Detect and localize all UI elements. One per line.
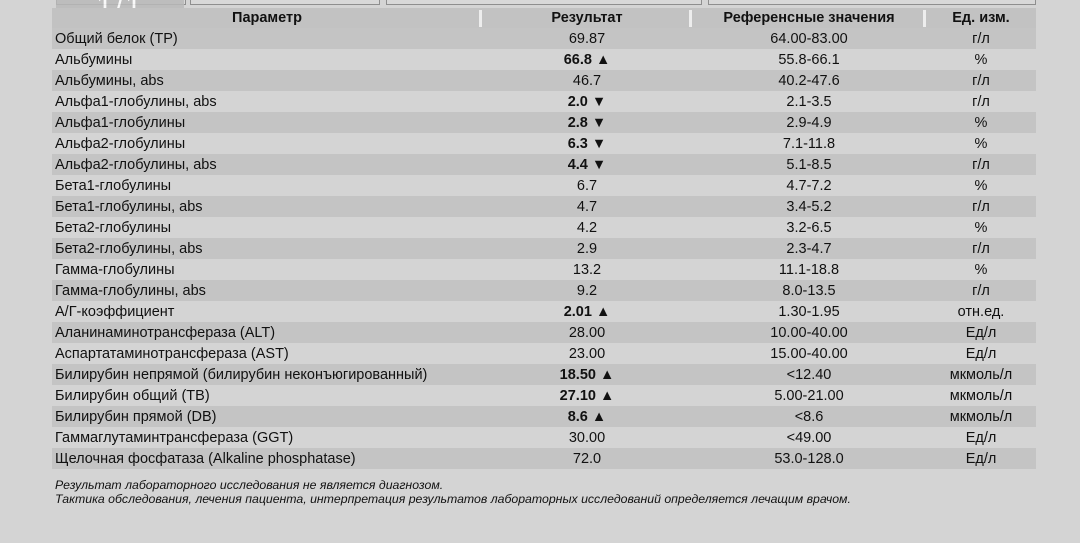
flag-high-icon: ▲ <box>591 408 607 425</box>
cell-reference: 10.00-40.00 <box>692 322 926 343</box>
cell-unit: % <box>926 175 1036 196</box>
cell-result <box>482 49 692 70</box>
cell-reference: 8.0-13.5 <box>692 280 926 301</box>
table-row <box>52 196 1036 217</box>
result-value: 6.7 <box>576 177 598 194</box>
cell-parameter: Альфа2-глобулины <box>52 133 482 154</box>
top-box-right <box>708 0 1036 5</box>
top-box-middle-right <box>386 0 702 5</box>
results-table-body <box>52 28 1036 469</box>
cell-unit: Ед/л <box>926 322 1036 343</box>
cell-result <box>482 280 692 301</box>
cell-unit: г/л <box>926 154 1036 175</box>
result-value: 18.50 <box>559 366 596 383</box>
result-value: 30.00 <box>568 429 606 446</box>
cell-parameter: Бета2-глобулины <box>52 217 482 238</box>
header-unit: Ед. изм. <box>926 8 1036 28</box>
result-value: 9.2 <box>576 282 598 299</box>
cell-parameter: Билирубин общий (TB) <box>52 385 482 406</box>
cell-result <box>482 70 692 91</box>
cell-unit: Ед/л <box>926 448 1036 469</box>
table-row <box>52 154 1036 175</box>
result-value: 66.8 <box>563 51 592 68</box>
table-row <box>52 217 1036 238</box>
cell-reference: <12.40 <box>692 364 926 385</box>
cell-parameter: Бета2-глобулины, abs <box>52 238 482 259</box>
cell-reference: 40.2-47.6 <box>692 70 926 91</box>
cell-parameter: А/Г-коэффициент <box>52 301 482 322</box>
cell-result <box>482 238 692 259</box>
cell-reference: 53.0-128.0 <box>692 448 926 469</box>
cell-result <box>482 343 692 364</box>
table-row <box>52 259 1036 280</box>
table-row <box>52 49 1036 70</box>
disclaimer-line-1: Результат лабораторного исследования не является диагнозом. <box>55 478 444 492</box>
cell-reference: 11.1-18.8 <box>692 259 926 280</box>
table-row <box>52 238 1036 259</box>
table-row <box>52 364 1036 385</box>
cell-parameter: Билирубин прямой (DB) <box>52 406 482 427</box>
cell-reference: 3.4-5.2 <box>692 196 926 217</box>
cell-unit: мкмоль/л <box>926 406 1036 427</box>
cell-reference: <8.6 <box>692 406 926 427</box>
cell-parameter: Щелочная фосфатаза (Alkaline phosphatase) <box>52 448 482 469</box>
cell-result <box>482 259 692 280</box>
disclaimer-notes <box>55 478 851 506</box>
results-table <box>52 8 1036 469</box>
cell-result <box>482 427 692 448</box>
result-value: 72.0 <box>572 450 602 467</box>
cell-result <box>482 112 692 133</box>
table-row <box>52 70 1036 91</box>
cell-unit: % <box>926 259 1036 280</box>
cell-parameter: Общий белок (TP) <box>52 28 482 49</box>
cell-result <box>482 385 692 406</box>
cell-reference: <49.00 <box>692 427 926 448</box>
result-value: 2.0 <box>567 93 588 110</box>
cell-parameter: Гамма-глобулины <box>52 259 482 280</box>
cell-reference: 64.00-83.00 <box>692 28 926 49</box>
result-value: 69.87 <box>568 30 606 47</box>
table-row <box>52 448 1036 469</box>
header-result: Результат <box>482 8 692 28</box>
cell-unit: % <box>926 217 1036 238</box>
cell-result <box>482 133 692 154</box>
cell-unit: % <box>926 133 1036 154</box>
cell-unit: мкмоль/л <box>926 364 1036 385</box>
cell-unit: г/л <box>926 196 1036 217</box>
cell-result <box>482 322 692 343</box>
cell-result <box>482 28 692 49</box>
cell-result <box>482 154 692 175</box>
header-reference: Референсные значения <box>692 8 926 28</box>
table-row <box>52 28 1036 49</box>
cell-result <box>482 406 692 427</box>
cell-result <box>482 448 692 469</box>
result-value: 2.9 <box>576 240 598 257</box>
cell-reference: 3.2-6.5 <box>692 217 926 238</box>
flag-low-icon: ▼ <box>591 93 607 110</box>
table-header-row <box>52 8 1036 28</box>
cell-unit: г/л <box>926 91 1036 112</box>
top-box-middle-left <box>190 0 380 5</box>
cell-unit: Ед/л <box>926 343 1036 364</box>
cell-parameter: Альфа1-глобулины, abs <box>52 91 482 112</box>
cell-unit: г/л <box>926 238 1036 259</box>
cell-reference: 5.00-21.00 <box>692 385 926 406</box>
result-value: 46.7 <box>572 72 602 89</box>
disclaimer-line-2: Тактика обследования, лечения пациента, интерпретация результатов лабораторных исследований определяется лечащим врачом. <box>55 492 851 506</box>
cell-unit: отн.ед. <box>926 301 1036 322</box>
cell-parameter: Билирубин непрямой (билирубин неконъюгированный) <box>52 364 482 385</box>
cell-unit: г/л <box>926 28 1036 49</box>
flag-high-icon: ▲ <box>599 387 615 404</box>
cell-parameter: Бета1-глобулины <box>52 175 482 196</box>
cell-reference: 5.1-8.5 <box>692 154 926 175</box>
cell-result <box>482 217 692 238</box>
cell-reference: 1.30-1.95 <box>692 301 926 322</box>
table-row <box>52 91 1036 112</box>
cell-parameter: Альфа1-глобулины <box>52 112 482 133</box>
cell-reference: 7.1-11.8 <box>692 133 926 154</box>
result-value: 28.00 <box>568 324 606 341</box>
table-row <box>52 301 1036 322</box>
flag-low-icon: ▼ <box>591 156 607 173</box>
table-row <box>52 385 1036 406</box>
result-value: 8.6 <box>567 408 588 425</box>
result-value: 23.00 <box>568 345 606 362</box>
table-row <box>52 343 1036 364</box>
table-row <box>52 322 1036 343</box>
cell-unit: Ед/л <box>926 427 1036 448</box>
cell-reference: 15.00-40.00 <box>692 343 926 364</box>
cell-parameter: Альфа2-глобулины, abs <box>52 154 482 175</box>
table-row <box>52 112 1036 133</box>
cell-result <box>482 91 692 112</box>
result-value: 4.2 <box>576 219 598 236</box>
table-row <box>52 280 1036 301</box>
cell-reference: 55.8-66.1 <box>692 49 926 70</box>
cell-result <box>482 196 692 217</box>
cell-reference: 2.3-4.7 <box>692 238 926 259</box>
table-row <box>52 133 1036 154</box>
table-row <box>52 406 1036 427</box>
cell-result <box>482 364 692 385</box>
cell-parameter: Аспартатаминотрансфераза (AST) <box>52 343 482 364</box>
result-value: 2.8 <box>567 114 588 131</box>
flag-high-icon: ▲ <box>599 366 615 383</box>
cell-unit: % <box>926 49 1036 70</box>
cell-reference: 2.1-3.5 <box>692 91 926 112</box>
cell-parameter: Альбумины, abs <box>52 70 482 91</box>
cell-unit: мкмоль/л <box>926 385 1036 406</box>
cell-reference: 2.9-4.9 <box>692 112 926 133</box>
cell-unit: % <box>926 112 1036 133</box>
cell-unit: г/л <box>926 70 1036 91</box>
cell-parameter: Гамма-глобулины, abs <box>52 280 482 301</box>
flag-high-icon: ▲ <box>595 51 611 68</box>
cell-result <box>482 301 692 322</box>
cell-unit: г/л <box>926 280 1036 301</box>
flag-high-icon: ▲ <box>595 303 611 320</box>
header-parameter: Параметр <box>52 8 482 28</box>
flag-low-icon: ▼ <box>591 114 607 131</box>
cell-parameter: Бета1-глобулины, abs <box>52 196 482 217</box>
cell-parameter: Альбумины <box>52 49 482 70</box>
cell-reference: 4.7-7.2 <box>692 175 926 196</box>
result-value: 4.4 <box>567 156 588 173</box>
cell-parameter: Аланинаминотрансфераза (ALT) <box>52 322 482 343</box>
result-value: 6.3 <box>567 135 588 152</box>
flag-low-icon: ▼ <box>591 135 607 152</box>
result-value: 4.7 <box>576 198 598 215</box>
result-value: 27.10 <box>559 387 596 404</box>
cell-result <box>482 175 692 196</box>
result-value: 13.2 <box>572 261 602 278</box>
cell-parameter: Гаммаглутаминтрансфераза (GGT) <box>52 427 482 448</box>
table-row <box>52 427 1036 448</box>
result-value: 2.01 <box>563 303 592 320</box>
table-row <box>52 175 1036 196</box>
